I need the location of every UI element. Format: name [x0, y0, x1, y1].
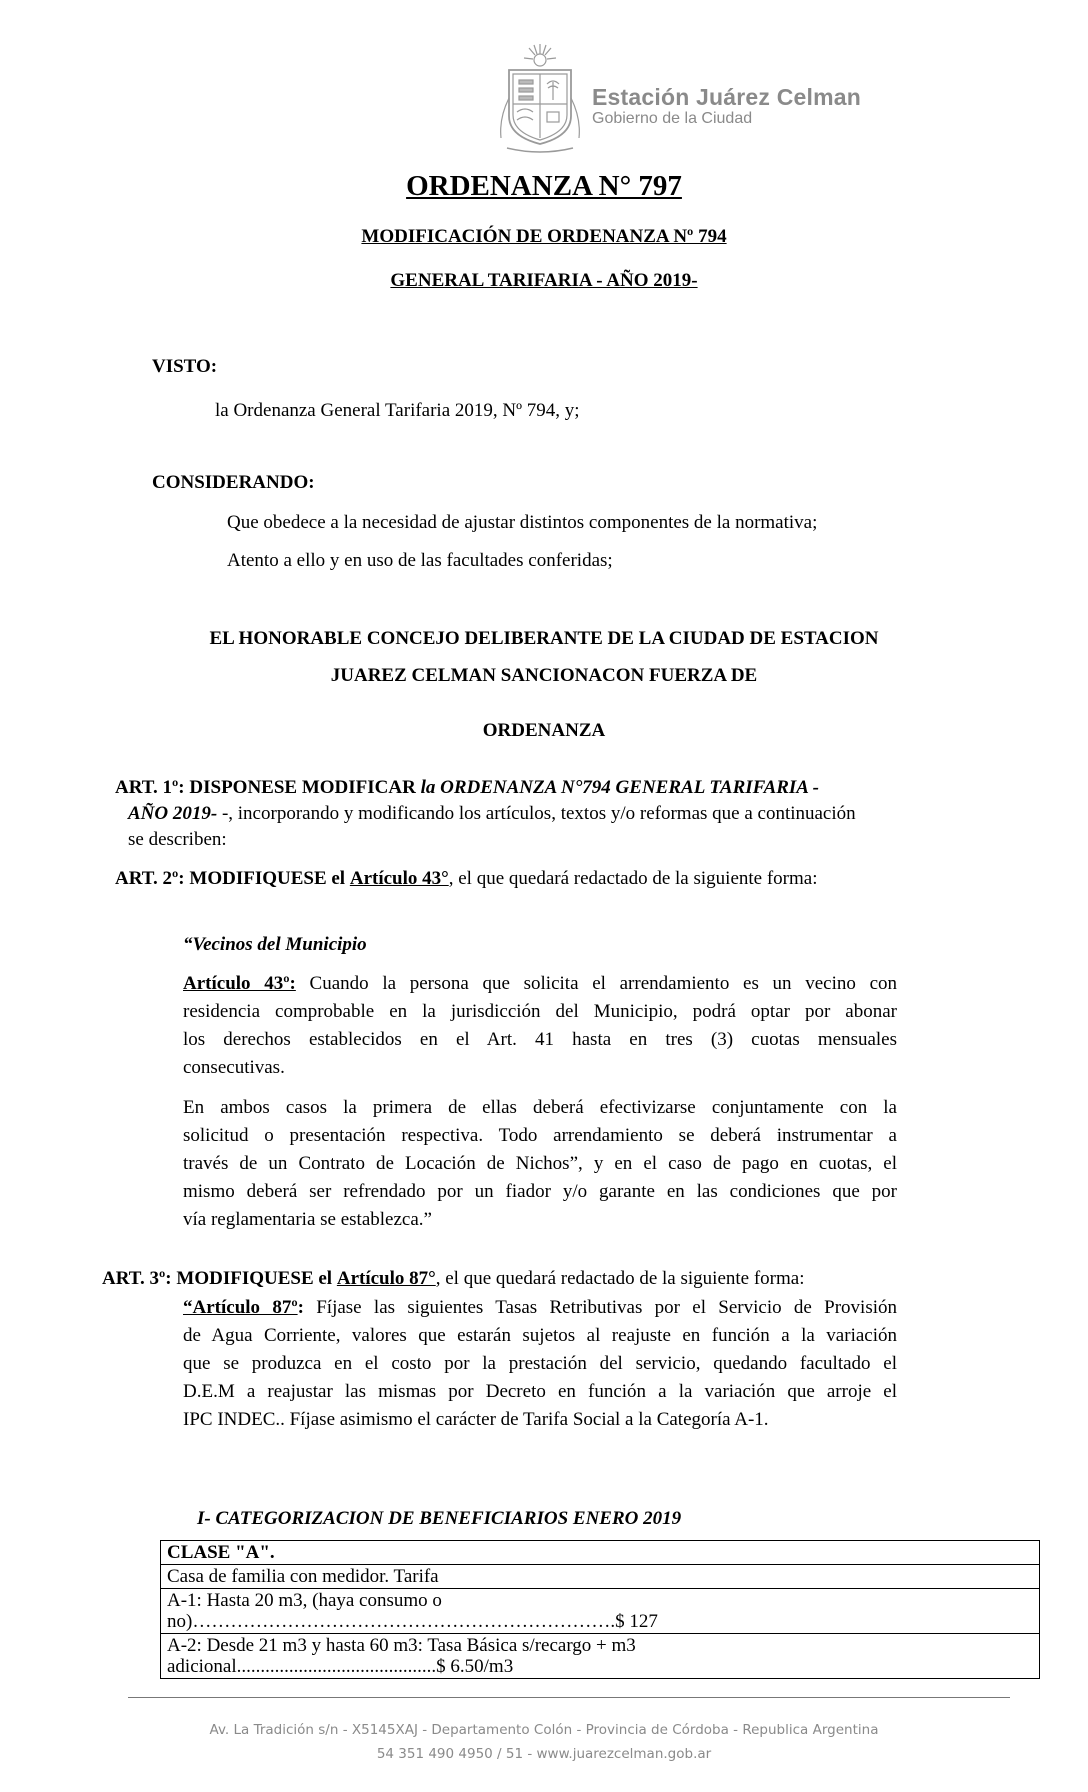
article-3-label: ART. 3º: MODIFIQUESE el — [102, 1268, 333, 1289]
municipality-name: Estación Juárez Celman — [592, 84, 862, 110]
article-2-label: ART. 2º: MODIFIQUESE el — [115, 868, 346, 889]
article-43-line: través de un Contrato de Locación de Nichos”, y en el caso de pago en cuotas, el — [183, 1153, 897, 1174]
article-43-line: Cuando la persona que solicita el arrendamiento es un vecino con — [295, 973, 898, 994]
article-87-line: de Agua Corriente, valores que estarán sujetos al reajuste en función a la variación — [183, 1325, 897, 1346]
sanciona-line-2: JUAREZ CELMAN SANCIONACON FUERZA DE — [330, 665, 758, 686]
footer-divider — [128, 1697, 1010, 1698]
document-subtitle-year: GENERAL TARIFARIA - AÑO 2019- — [390, 270, 698, 291]
article-43-line: vía reglamentaria se establezca.” — [183, 1209, 432, 1230]
article-43-line: En ambos casos la primera de ellas deberá efectivizarse conjuntamente con la — [183, 1097, 897, 1118]
sanciona-line-1: EL HONORABLE CONCEJO DELIBERANTE DE LA CIUDAD DE ESTACION — [209, 628, 879, 649]
considerando-heading: CONSIDERANDO: — [152, 472, 315, 493]
tariff-a1-line-2: no)………………………………………………………….$ 127 — [167, 1611, 658, 1632]
tariff-table — [160, 1540, 1040, 1679]
article-87-line: Fíjase las siguientes Tasas Retributivas por el Servicio de Provisión — [303, 1297, 897, 1318]
article-1-year: AÑO 2019- — [128, 803, 218, 824]
document-title: ORDENANZA N° 797 — [406, 170, 682, 202]
table-row — [161, 1634, 1040, 1679]
article-2-text: , el que quedará redactado de la siguiente forma: — [448, 868, 818, 889]
article-43-label: Artículo 43º: — [183, 973, 296, 994]
table-cell-class: CLASE "A". — [161, 1541, 1040, 1565]
article-1-label: ART. 1º: DISPONESE MODIFICAR — [115, 777, 416, 798]
article-43-line: los derechos establecidos en el Art. 41 hasta en tres (3) cuotas mensuales — [183, 1029, 897, 1050]
article-43-line: residencia comprobable en la jurisdicción del Municipio, podrá optar por abonar — [183, 1001, 897, 1022]
visto-text: la Ordenanza General Tarifaria 2019, Nº 794, y; — [215, 400, 580, 421]
table-row — [161, 1541, 1040, 1565]
article-1-ordinance-ref: la ORDENANZA N°794 GENERAL TARIFARIA - — [420, 777, 820, 798]
article-3-text: , el que quedará redactado de la siguiente forma: — [435, 1268, 805, 1289]
table-cell: Casa de familia con medidor. Tarifa — [161, 1565, 1040, 1589]
article-87-paragraph — [183, 1294, 897, 1434]
article-87-line: IPC INDEC.. Fíjase asimismo el carácter de Tarifa Social a la Categoría A-1. — [183, 1409, 769, 1430]
article-3-ref: Artículo 87° — [336, 1268, 436, 1289]
article-2-ref: Artículo 43° — [349, 868, 449, 889]
table-cell — [161, 1634, 1040, 1679]
article-87-line: que se produzca en el costo por la prestación del servicio, quedando facultado el — [183, 1353, 897, 1374]
article-1-text-end: se describen: — [128, 829, 227, 850]
tariff-a2-line-1: A-2: Desde 21 m3 y hasta 60 m3: Tasa Básica s/recargo + m3 — [167, 1635, 636, 1656]
considerando-line-2: Atento a ello y en uso de las facultades conferidas; — [227, 550, 613, 571]
article-87-colon: : — [297, 1297, 304, 1318]
article-43-paragraph-2 — [183, 1094, 897, 1234]
table-cell — [161, 1589, 1040, 1634]
footer-contact: 54 351 490 4950 / 51 - www.juarezcelman.gob.ar — [376, 1746, 712, 1762]
section-title: I- CATEGORIZACION DE BENEFICIARIOS ENERO 2019 — [197, 1508, 682, 1529]
article-1 — [115, 775, 935, 853]
article-3-heading — [102, 1268, 804, 1290]
article-43-line: solicitud o presentación respectiva. Todo arrendamiento se deberá instrumentar a — [183, 1125, 897, 1146]
visto-heading: VISTO: — [152, 356, 218, 377]
article-2-heading — [115, 868, 817, 890]
article-43-paragraph-1 — [183, 970, 897, 1082]
sanciona-ordenanza: ORDENANZA — [482, 720, 606, 741]
table-row — [161, 1589, 1040, 1634]
footer-address: Av. La Tradición s/n - X5145XAJ - Departamento Colón - Provincia de Córdoba - Republica Argentina — [209, 1722, 879, 1738]
considerando-line-1: Que obedece a la necesidad de ajustar distintos componentes de la normativa; — [227, 512, 818, 533]
municipal-coat-of-arms-icon — [495, 38, 585, 163]
quote-title: “Vecinos del Municipio — [183, 934, 367, 955]
article-87-label: “Artículo 87º — [183, 1297, 298, 1318]
article-43-line: consecutivas. — [183, 1057, 285, 1078]
article-1-text: -, incorporando y modificando los artículos, textos y/o reformas que a continuación — [217, 803, 856, 824]
tariff-a1-line-1: A-1: Hasta 20 m3, (haya consumo o — [167, 1590, 442, 1611]
table-row — [161, 1565, 1040, 1589]
tariff-a2-line-2: adicional..........................................$ 6.50/m3 — [167, 1656, 514, 1677]
article-87-line: D.E.M a reajustar las mismas por Decreto en función a la variación que arroje el — [183, 1381, 897, 1402]
article-43-line: mismo deberá ser refrendado por un fiador y/o garante en las condiciones que por — [183, 1181, 897, 1202]
municipality-subtitle: Gobierno de la Ciudad — [592, 110, 753, 127]
document-subtitle: MODIFICACIÓN DE ORDENANZA Nº 794 — [361, 226, 727, 247]
